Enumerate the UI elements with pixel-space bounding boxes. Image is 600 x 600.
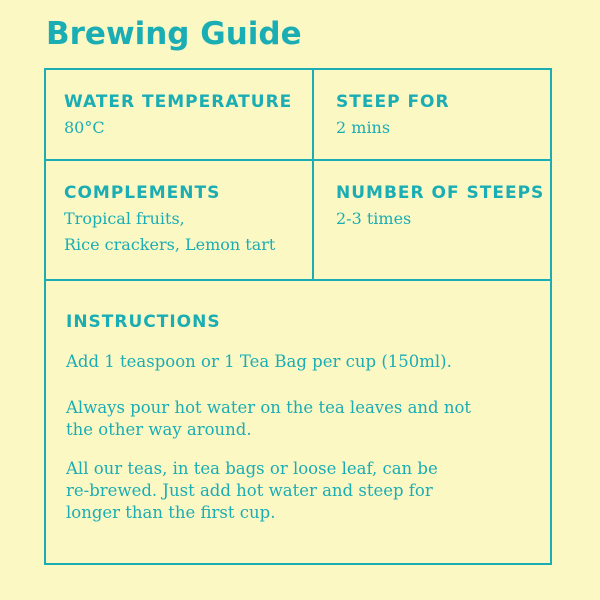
instruction-line: Add 1 teaspoon or 1 Tea Bag per cup (150ml). (66, 352, 452, 371)
complements-label: COMPLEMENTS (64, 183, 221, 203)
instruction-paragraph (66, 458, 438, 524)
instruction-line: re-brewed. Just add hot water and steep for (66, 481, 433, 500)
complements-line: Rice crackers, Lemon tart (64, 235, 276, 254)
row-divider (46, 279, 550, 281)
brewing-guide-table (44, 68, 552, 565)
complements-line: Tropical fruits, (64, 209, 185, 228)
instruction-line: Always pour hot water on the tea leaves and not (66, 398, 472, 417)
number-of-steeps-cell (336, 183, 544, 232)
steep-for-value: 2 mins (336, 118, 391, 137)
steep-for-cell (336, 92, 450, 141)
instruction-line: the other way around. (66, 420, 252, 439)
instruction-line: All our teas, in tea bags or loose leaf, can be (66, 459, 438, 478)
water-temperature-value: 80°C (64, 118, 105, 137)
row-divider (46, 159, 550, 161)
water-temperature-label: WATER TEMPERATURE (64, 92, 293, 112)
instructions-cell (66, 312, 536, 552)
number-of-steeps-value: 2-3 times (336, 209, 412, 228)
instructions-label: INSTRUCTIONS (66, 312, 221, 332)
instruction-line: longer than the first cup. (66, 503, 276, 522)
complements-cell (64, 183, 275, 258)
water-temperature-cell (64, 92, 292, 141)
complements-value (64, 206, 275, 258)
number-of-steeps-label: NUMBER OF STEEPS (336, 183, 545, 203)
steep-for-label: STEEP FOR (336, 92, 450, 112)
instruction-paragraph (66, 351, 452, 373)
page-title: Brewing Guide (46, 16, 302, 52)
instruction-paragraph (66, 397, 471, 441)
column-divider (312, 70, 314, 279)
